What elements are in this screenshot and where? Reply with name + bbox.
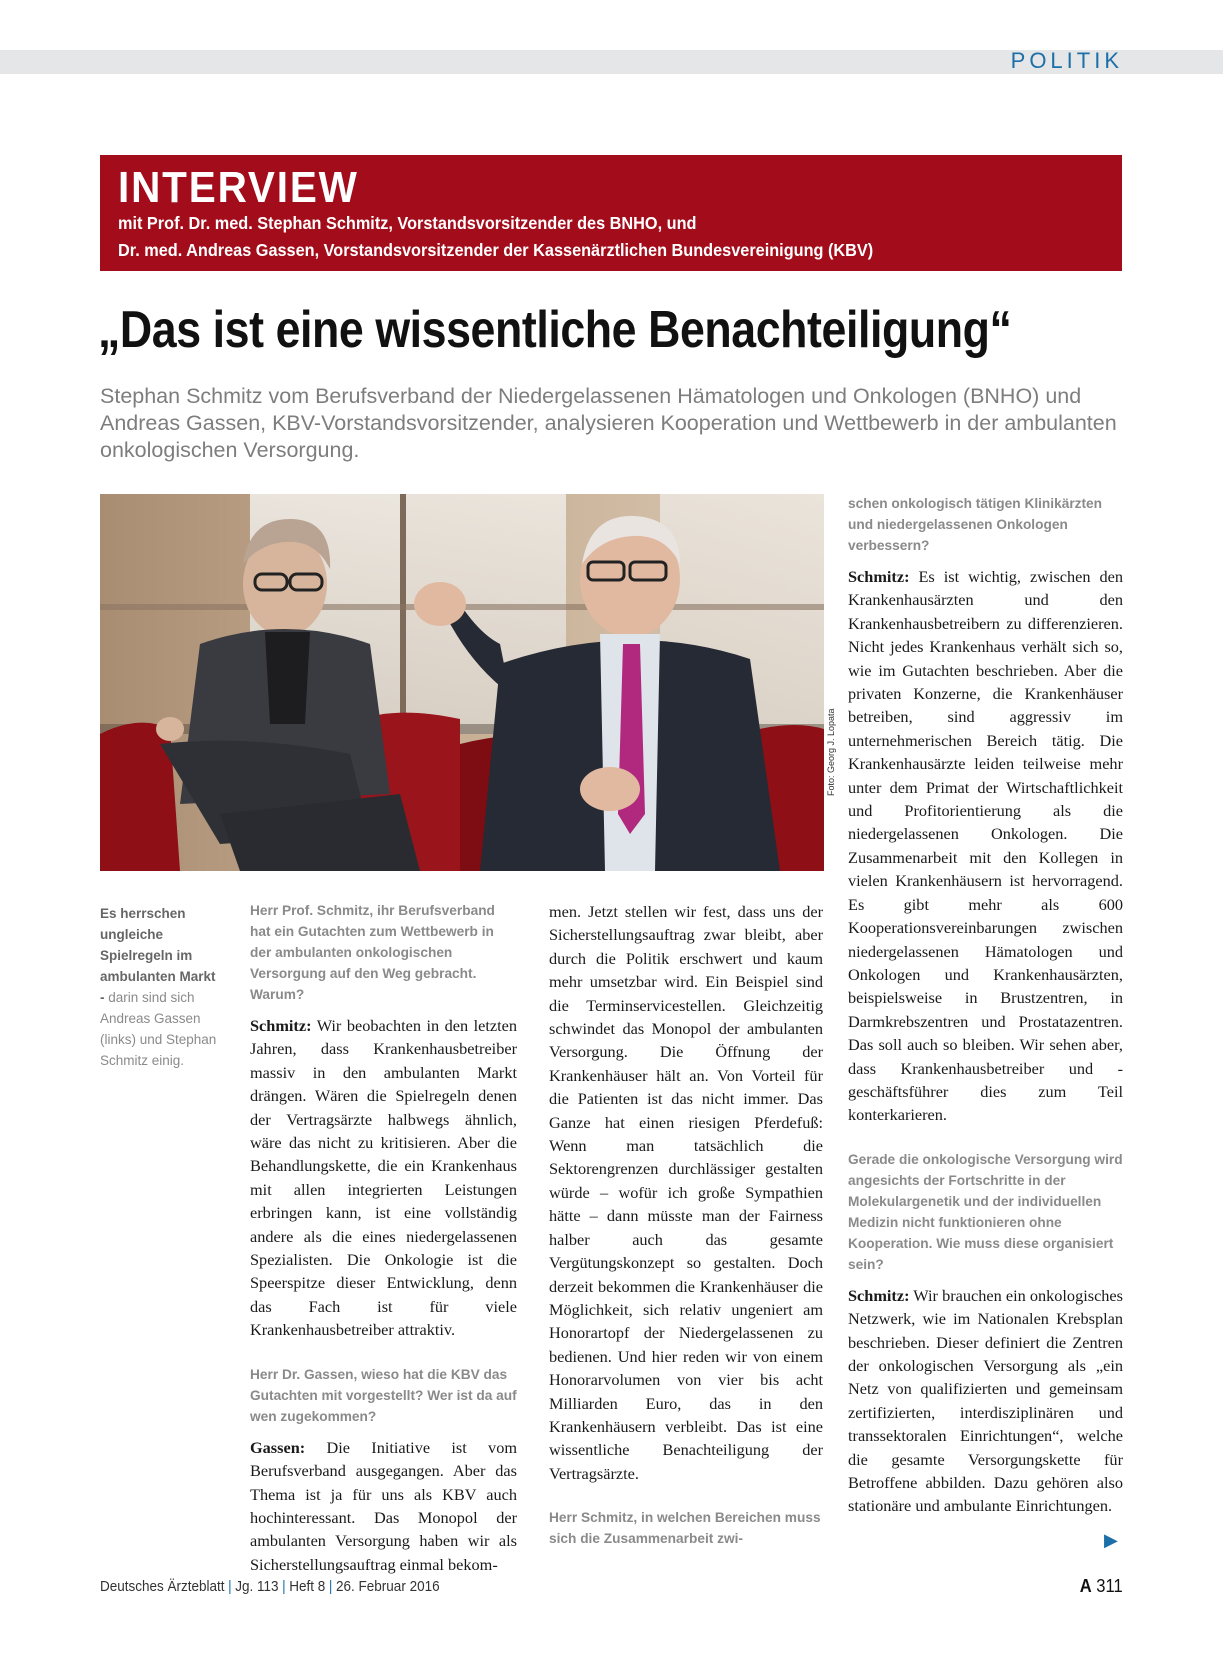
answer-text: Wir brauchen ein onkologisches Netzwerk, wie im Nationalen Krebsplan beschrieben. Dieser definiert die Zentren der onkologischen Versorgung als „ein Netz von qualifizierten und gemeinsam zertifizierten, interdisziplinären und transsektoralen Einrichtungen“, welche die gesamte Versorgungskette für Betroffene abbilden. Dazu gehören also stationäre und ambulante Einrichtungen. [848,1285,1123,1516]
page-number [1080,1576,1123,1597]
answer-3 [848,565,1123,1127]
speaker-label: Schmitz: [250,1016,312,1035]
question-1: Herr Prof. Schmitz, ihr Berufsverband hat ein Gutachten zum Wettbewerb in der ambulanten onkologischen Versorgung auf den Weg gebracht. Warum? [250,903,495,1002]
text-column-1 [250,900,517,1576]
interview-banner [100,155,1122,271]
answer-2 [250,1436,517,1576]
answer-1 [250,1014,517,1342]
interview-photo [100,494,824,871]
article-headline: „Das ist eine wissentliche Benachteiligung“ [98,301,1012,359]
speaker-label: Schmitz: [848,1285,910,1305]
answer-text: Die Initiative ist vom Berufsverband ausgegangen. Aber das Thema ist ja für uns als KBV auch hochinteressant. Das Monopol der ambulanten Versorgung haben wir als Sicherstellungsauftrag einmal bekom- [250,1437,517,1574]
text-column-2 [549,900,823,1558]
answer-text: Es ist wichtig, zwischen den Krankenhausärzten und den Krankenhausbetreibern zu differenzieren. Nicht jedes Krankenhaus verhält sich so, wie im Gutachten beschrieben. Aber die privaten Konzerne, die Krankenhäuser betreiben, sind aggressiv im unternehmerischen Bereich tätig. Die Krankenhausärzte leiden teilweise mehr unter dem Primat der Wirtschaftlichkeit und Profitorientierung als die niedergelassenen Onkologen. Die Zusammenarbeit mit den Kollegen in vielen Krankenhäusern ist hervorragend. Es gibt mehr als 600 Kooperationsvereinbarungen zwischen niedergelassenen Hämatologen und Onkologen und Krankenhausärzten, beispielsweise in Brustzentren, in Darmkrebszentren und Prostatazentren. Das soll auch so bleiben. Wir sehen aber, dass Krankenhausbetreiber und -geschäftsführer dies zum Teil konterkarieren. [848,567,1123,1125]
photo-caption [100,903,220,1071]
caption-lead: Es herrschen ungleiche Spielregeln im ambulanten Markt - [100,906,216,1005]
answer-4 [848,1284,1123,1518]
page-prefix: A [1080,1576,1092,1596]
banner-kicker: INTERVIEW [118,163,359,212]
banner-line-1: mit Prof. Dr. med. Stephan Schmitz, Vorstandsvorsitzender des BNHO, und [118,213,697,233]
separator: | [228,1578,232,1595]
question-2: Herr Dr. Gassen, wieso hat die KBV das Gutachten mit vorgestellt? Wer ist da auf wen zugekommen? [250,1366,517,1424]
journal-volume: Jg. 113 [235,1578,279,1595]
question-3: Herr Schmitz, in welchen Bereichen muss sich die Zusammenarbeit zwi- [549,1510,821,1547]
article-lead: Stephan Schmitz vom Berufsverband der Niedergelassenen Hämatologen und Onkologen (BNHO) und Andreas Gassen, KBV-Vorstandsvorsitzender, analysieren Kooperation und Wettbewerb in der ambulanten onkologischen Versorgung. [100,384,1117,462]
answer-text: Wir beobachten in den letzten Jahren, dass Krankenhausbetreiber massiv in den ambulanten Markt drängen. Wären die Spielregeln denen der Vertragsärzte halbwegs ähnlich, wäre das nicht zu kritisieren. Aber die Behandlungskette, die ein Krankenhaus mit allen integrierten Leistungen erbringen kann, ist eine vollständig andere als die eines niedergelassenen Spezialisten. Die Onkologie ist die Speerspitze dieser Entwicklung, denn das Fach ist für viele Krankenhausbetreiber attraktiv. [250,1016,517,1340]
triangle-right-icon: ▶ [1104,1530,1118,1551]
footer-citation [100,1578,440,1595]
speaker-label: Gassen: [250,1437,306,1457]
separator: | [282,1578,286,1595]
question-3-continued: schen onkologisch tätigen Klinikärzten und niedergelassenen Onkologen verbessern? [848,496,1103,553]
section-label: POLITIK [1010,48,1123,73]
caption-text: darin sind sich Andreas Gassen (links) und Stephan Schmitz einig. [100,990,217,1068]
question-4: Gerade die onkologische Versorgung wird angesichts der Fortschritte in der Molekulargenetik und der individuellen Medizin nicht funktionieren ohne Kooperation. Wie muss diese organisiert sein? [848,1151,1123,1272]
page-number-value: 311 [1096,1576,1123,1596]
separator: | [328,1578,333,1595]
banner-line-2: Dr. med. Andreas Gassen, Vorstandsvorsitzender der Kassenärztlichen Bundesvereinigung (KBV) [118,240,874,260]
text-column-3 [848,493,1123,1518]
photo-credit: Foto: Georg J. Lopata [826,708,836,796]
answer-2-continued: men. Jetzt stellen wir fest, dass uns der Sicherstellungsauftrag zwar bleibt, aber durch die Politik erschwert und kaum mehr umsetzbar wird. Ein Beispiel sind die Terminservicestellen. Gleichzeitig schwindet das Monopol der ambulanten Versorgung. Die Öffnung der Krankenhäuser hält an. Von Vorteil für die Patienten ist das nicht immer. Das Ganze hat einen riesigen Pferdefuß: Wenn man tatsächlich die Sektorengrenzen durchlässiger gestalten würde – wofür ich große Sympathien hätte – dann müsste man der Fairness halber auch das gesamte Vergütungskonzept so gestalten. Doch derzeit bekommen die Krankenhäuser die Möglichkeit, sich relativ ungeniert am Honorartopf der Niedergelassenen zu bedienen. Und hier reden wir von einem Honorarvolumen von vier bis acht Milliarden Euro, das in den Krankenhäusern verbleibt. Das ist eine wissentliche Benachteiligung der Vertragsärzte. [549,902,823,1483]
journal-name: Deutsches Ärzteblatt [100,1578,225,1595]
journal-date: 26. Februar 2016 [336,1578,440,1595]
speaker-label: Schmitz: [848,567,910,586]
journal-issue: Heft 8 [289,1578,326,1595]
